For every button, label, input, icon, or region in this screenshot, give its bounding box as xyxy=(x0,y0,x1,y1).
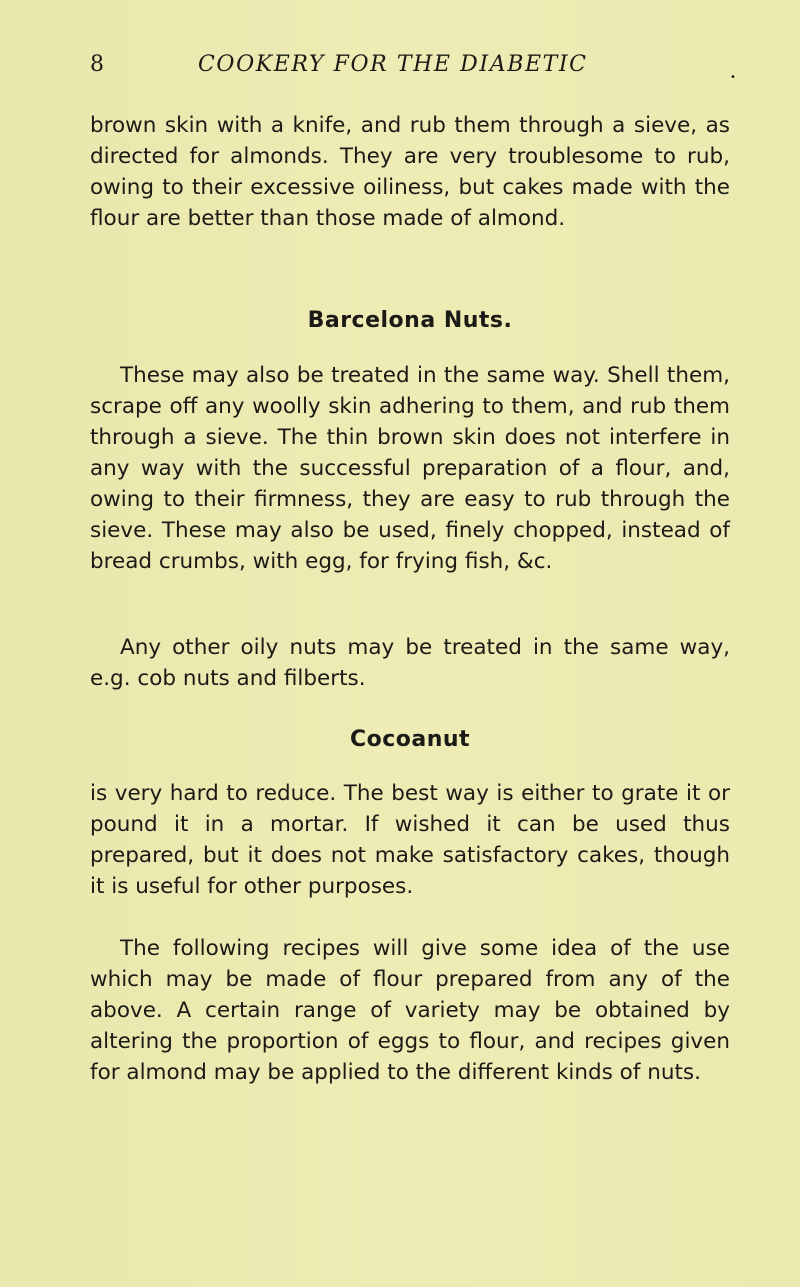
header-ornament: • xyxy=(730,72,736,83)
heading-cocoanut: Cocoanut xyxy=(349,727,471,752)
paragraph-cocoanut-1: is very hard to reduce. The best way is either to grate it or pound it in a mortar. If wished it can be used thus prepared, but it does not make satisfactory cakes, though it is useful for other purposes. xyxy=(90,781,730,899)
running-title: COOKERY FOR THE DIABETIC xyxy=(198,52,588,77)
page-header xyxy=(90,52,736,88)
page-number: 8 xyxy=(90,52,105,77)
paragraph-barcelona-1: These may also be treated in the same way. Shell them, scrape off any woolly skin adhering to them, and rub them through a sieve. The thin brown skin does not interfere in any way with the successful preparation of a flour, and, owing to their firmness, they are easy to rub through the sieve. These may also be used, finely chopped, instead of bread crumbs, with egg, for frying fish, &c. xyxy=(90,363,730,574)
paragraph-cocoanut-2: The following recipes will give some idea of the use which may be made of flour prepared from any of the above. A certain range of variety may be obtained by altering the proportion of eggs to flour, and recipes given for almond may be applied to the different kinds of nuts. xyxy=(90,936,730,1085)
heading-barcelona-nuts: Barcelona Nuts. xyxy=(307,308,513,333)
paragraph-intro: brown skin with a knife, and rub them through a sieve, as directed for almonds. They are very troublesome to rub, owing to their excessive oiliness, but cakes made with the flour are better than those made of almond. xyxy=(90,113,730,231)
paragraph-barcelona-2: Any other oily nuts may be treated in the same way, e.g. cob nuts and filberts. xyxy=(90,635,730,691)
